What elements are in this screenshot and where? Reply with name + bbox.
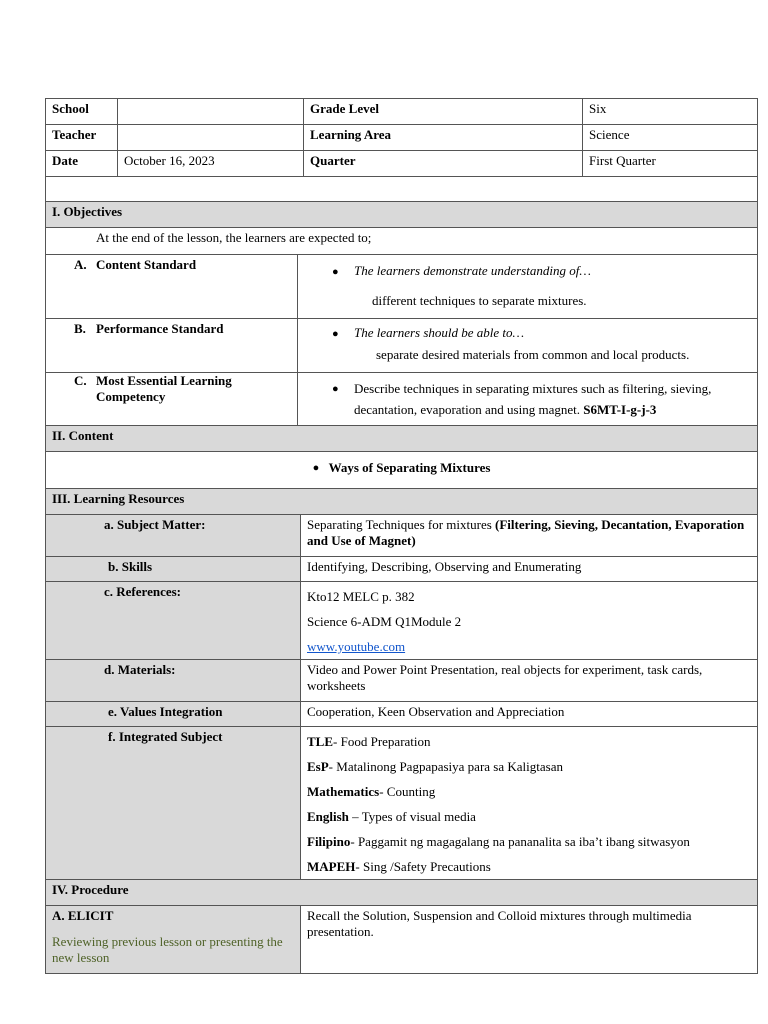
performance-standard-letter: B.	[74, 321, 86, 336]
reference-item: Kto12 MELC p. 382	[307, 589, 415, 604]
objectives-heading-row	[46, 202, 758, 228]
integrated-subject-item: EsP- Matalinong Pagpapasiya para sa Kaligtasan	[307, 759, 563, 774]
grade-level-value: Six	[583, 99, 758, 125]
content-standard-text: different techniques to separate mixtures.	[372, 293, 587, 308]
melc-code: S6MT-I-g-j-3	[583, 402, 657, 417]
date-value: October 16, 2023	[118, 151, 304, 177]
materials-text: Video and Power Point Presentation, real objects for experiment, task cards, worksheets	[301, 660, 758, 702]
integrated-subject-name: English	[307, 809, 349, 824]
integrated-subject-item: Mathematics- Counting	[307, 784, 436, 799]
school-row	[46, 99, 758, 125]
resources-heading: III. Learning Resources	[46, 489, 758, 515]
melc-label-line1: Most Essential Learning	[96, 373, 232, 388]
integrated-subject-text: Paggamit ng magagalang na pananalita sa iba’t ibang sitwasyon	[357, 834, 690, 849]
materials-row	[46, 660, 758, 702]
performance-standard-text: separate desired materials from common and local products.	[376, 347, 690, 362]
bullet-icon: ●	[312, 462, 320, 474]
skills-row	[46, 557, 758, 582]
content-standard-row	[46, 255, 758, 319]
learning-area-value: Science	[583, 125, 758, 151]
resources-heading-row	[46, 489, 758, 515]
objectives-intro: At the end of the lesson, the learners are expected to;	[46, 228, 758, 255]
integrated-subject-text: Food Preparation	[340, 734, 431, 749]
materials-label: d. Materials:	[46, 660, 301, 702]
youtube-link[interactable]: www.youtube.com	[307, 639, 406, 654]
content-standard-label: Content Standard	[96, 257, 197, 272]
integrated-subject-row	[46, 727, 758, 880]
reference-item: Science 6-ADM Q1Module 2	[307, 614, 462, 629]
integrated-subject-name: MAPEH	[307, 859, 356, 874]
objectives-intro-row	[46, 228, 758, 255]
spacer-row	[46, 177, 758, 202]
subject-matter-text: Separating Techniques for mixtures	[307, 517, 492, 532]
performance-standard-label: Performance Standard	[96, 321, 224, 336]
values-label: e. Values Integration	[46, 702, 301, 727]
elicit-subtitle: Reviewing previous lesson or presenting the new lesson	[52, 934, 283, 965]
values-row	[46, 702, 758, 727]
content-heading-row	[46, 426, 758, 452]
skills-text: Identifying, Describing, Observing and Enumerating	[301, 557, 758, 582]
content-topic-row	[46, 452, 758, 489]
values-text: Cooperation, Keen Observation and Appreciation	[301, 702, 758, 727]
date-row	[46, 151, 758, 177]
melc-letter: C.	[74, 373, 87, 388]
melc-text: Describe techniques in separating mixtures such as filtering, sieving, decantation, evaporation and using magnet.	[354, 381, 712, 417]
lesson-plan-table	[45, 98, 758, 974]
integrated-subject-name: Mathematics	[307, 784, 380, 799]
lesson-plan-document	[45, 98, 757, 974]
learning-area-label: Learning Area	[304, 125, 583, 151]
skills-label: b. Skills	[46, 557, 301, 582]
date-label: Date	[46, 151, 118, 177]
teacher-row	[46, 125, 758, 151]
procedure-heading: IV. Procedure	[46, 880, 758, 906]
teacher-label: Teacher	[46, 125, 118, 151]
references-row	[46, 582, 758, 660]
integrated-subject-text: Types of visual media	[361, 809, 476, 824]
quarter-value: First Quarter	[583, 151, 758, 177]
integrated-subject-item: TLE- Food Preparation	[307, 734, 431, 749]
content-standard-lead: ● The learners demonstrate understanding of…	[304, 263, 751, 279]
integrated-subject-name: TLE	[307, 734, 334, 749]
integrated-subject-item: English – Types of visual media	[307, 809, 476, 824]
integrated-subject-item: Filipino- Paggamit ng magagalang na pananalita sa iba’t ibang sitwasyon	[307, 834, 690, 849]
performance-standard-row	[46, 319, 758, 373]
integrated-subject-item: MAPEH- Sing /Safety Precautions	[307, 859, 491, 874]
elicit-text: Recall the Solution, Suspension and Colloid mixtures through multimedia presentation.	[301, 906, 758, 974]
elicit-row	[46, 906, 758, 974]
subject-matter-bold: (Filtering, Sieving, Decantation, Evaporation and Use of Magnet)	[307, 517, 745, 548]
content-heading: II. Content	[46, 426, 758, 452]
school-label: School	[46, 99, 118, 125]
integrated-subject-text: Sing /Safety Precautions	[362, 859, 491, 874]
integrated-subject-name: EsP	[307, 759, 329, 774]
school-value	[118, 99, 304, 125]
quarter-label: Quarter	[304, 151, 583, 177]
melc-label-line2: Competency	[96, 389, 166, 404]
content-topic: Ways of Separating Mixtures	[328, 460, 491, 475]
teacher-value	[118, 125, 304, 151]
content-standard-letter: A.	[74, 257, 87, 272]
subject-matter-row	[46, 515, 758, 557]
references-label: c. References:	[46, 582, 301, 660]
performance-standard-lead: ● The learners should be able to…	[304, 325, 751, 341]
integrated-subject-name: Filipino	[307, 834, 351, 849]
integrated-subject-text: Matalinong Pagpapasiya para sa Kaligtasan	[336, 759, 563, 774]
objectives-heading: I. Objectives	[46, 202, 758, 228]
integrated-subject-text: Counting	[386, 784, 436, 799]
melc-row	[46, 373, 758, 426]
elicit-label: A. ELICIT	[52, 908, 114, 923]
grade-level-label: Grade Level	[304, 99, 583, 125]
procedure-heading-row	[46, 880, 758, 906]
integrated-subject-label: f. Integrated Subject	[46, 727, 301, 880]
subject-matter-label: a. Subject Matter:	[46, 515, 301, 557]
